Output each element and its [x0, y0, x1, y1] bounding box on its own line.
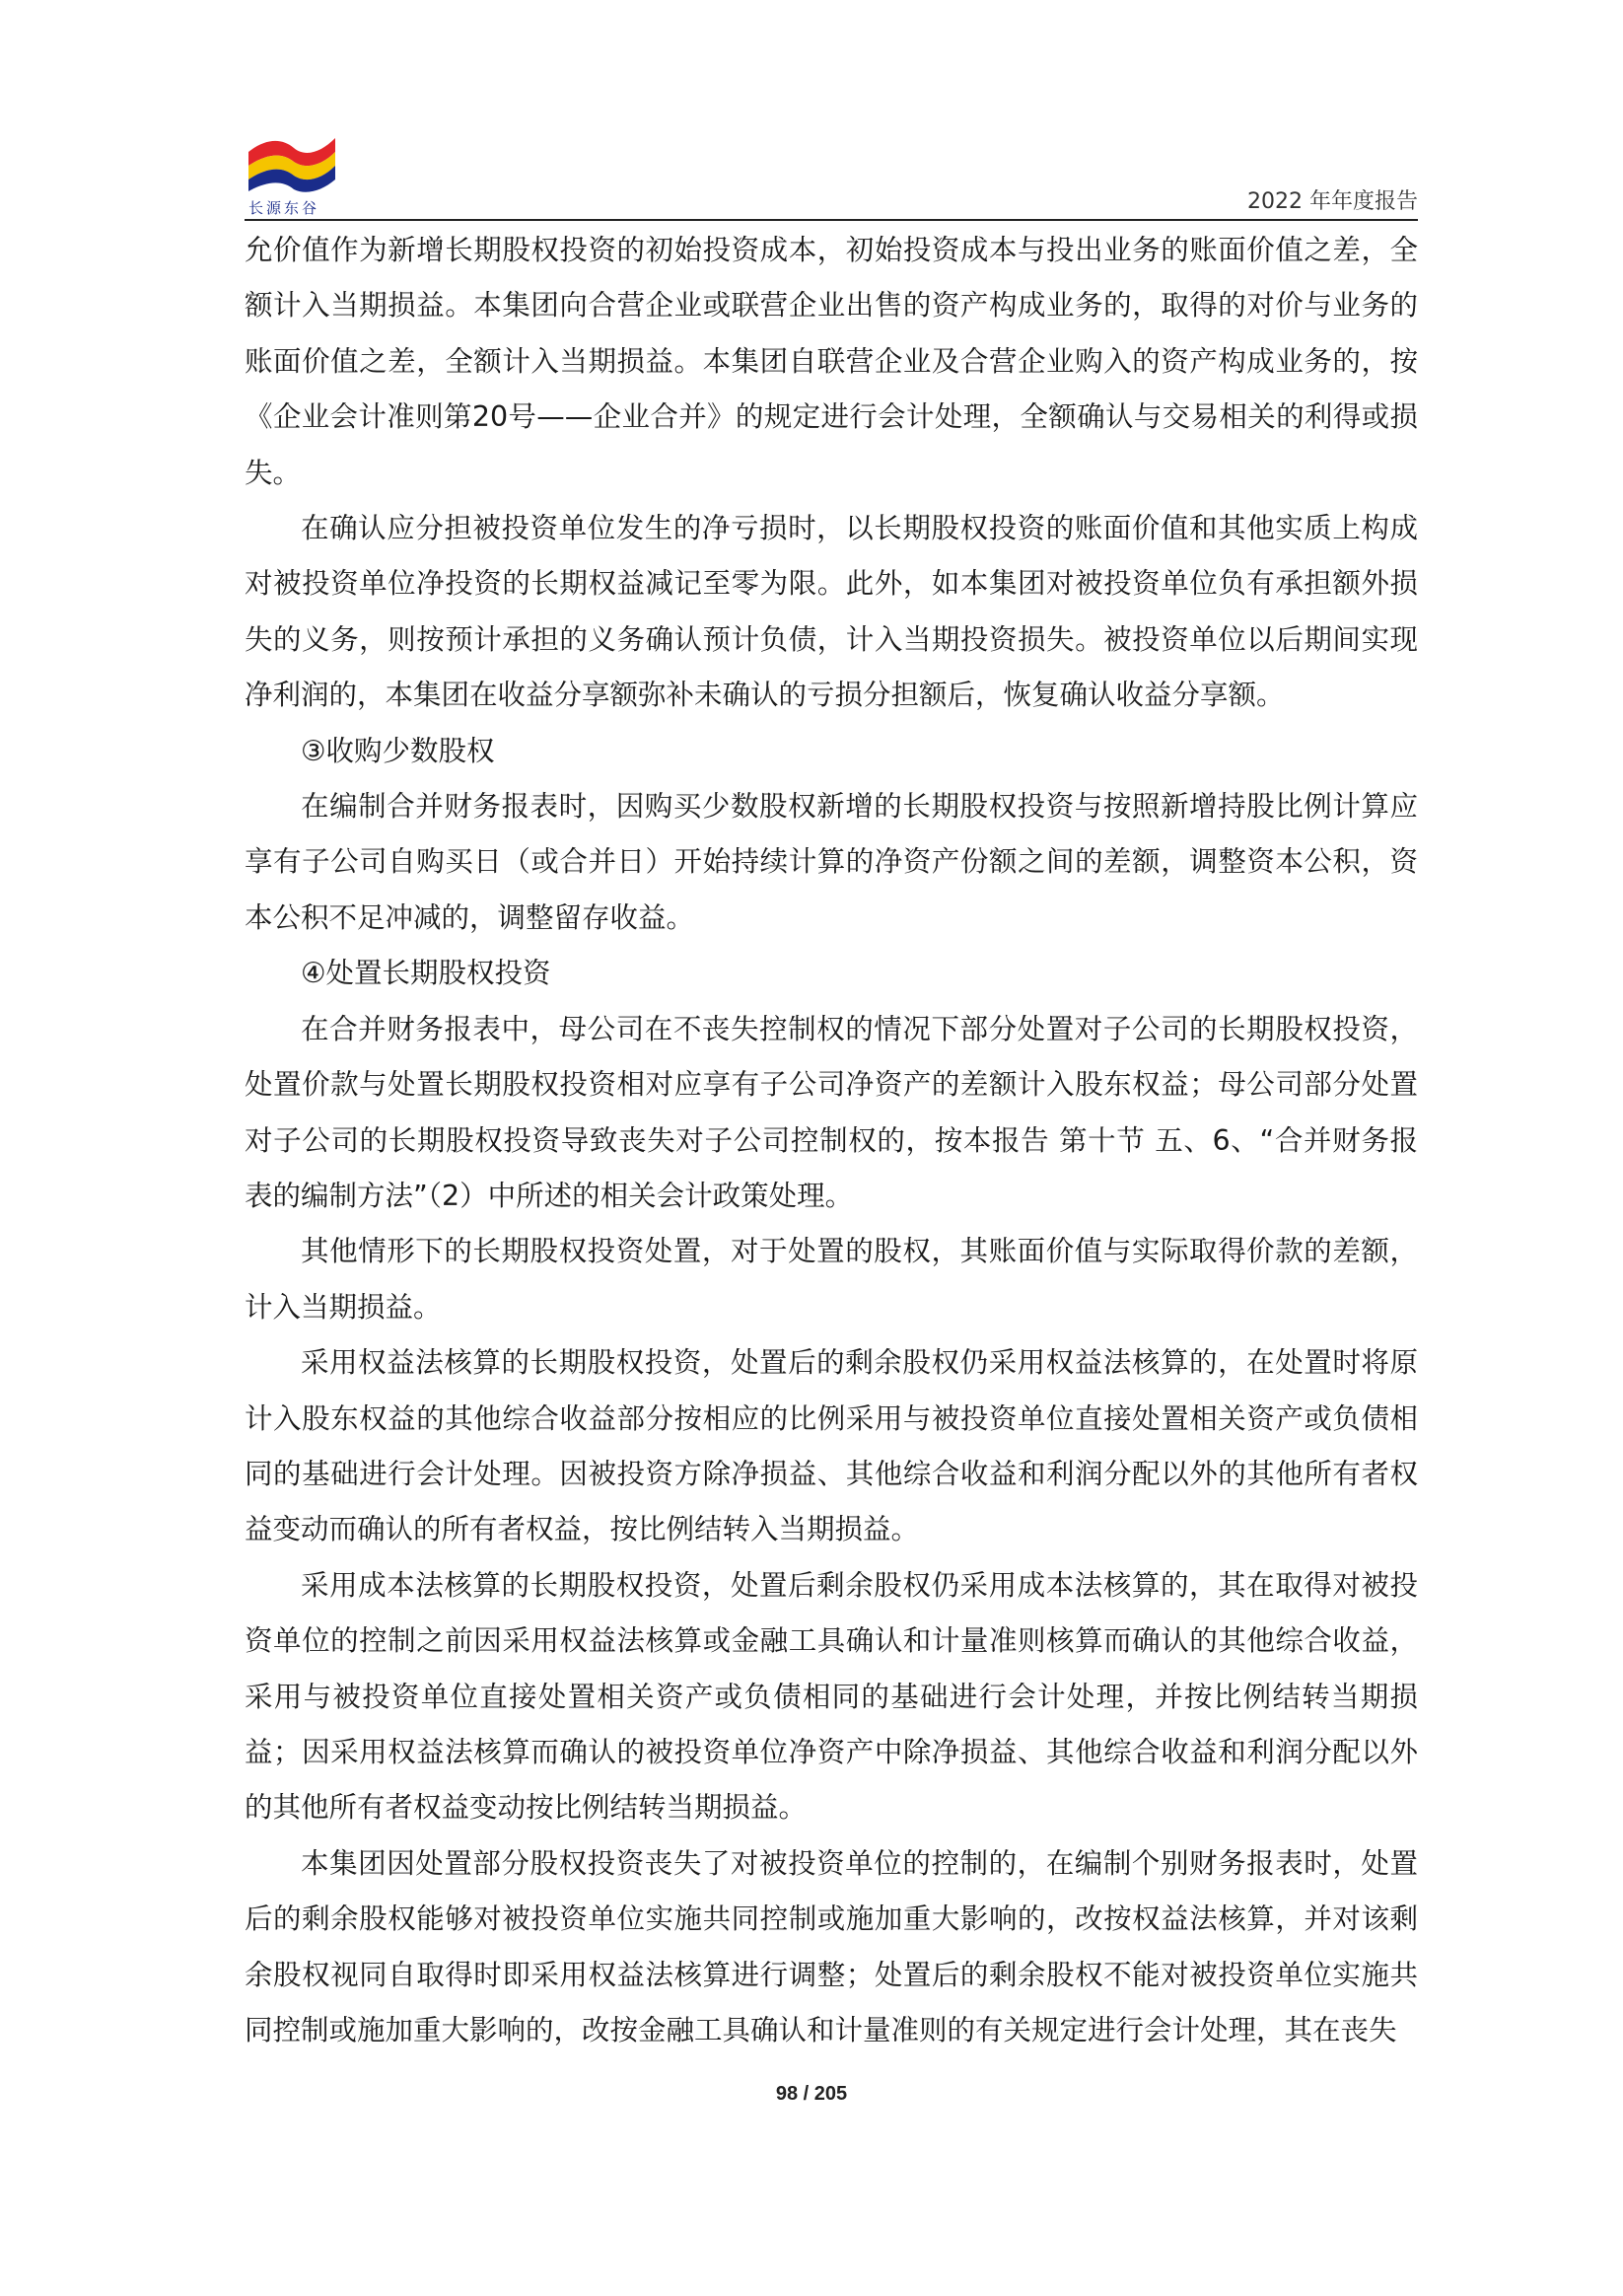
report-title: 2022 年年度报告	[1247, 189, 1418, 214]
paragraph: 在编制合并财务报表时，因购买少数股权新增的长期股权投资与按照新增持股比例计算应享有子公司自购买日（或合并日）开始持续计算的净资产份额之间的差额，调整资本公积，资本公积不足冲减的，调整留存收益。	[245, 790, 1418, 934]
paragraph: 在合并财务报表中，母公司在不丧失控制权的情况下部分处置对子公司的长期股权投资，处置价款与处置长期股权投资相对应享有子公司净资产的差额计入股东权益；母公司部分处置对子公司的长期股权投资导致丧失对子公司控制权的，按本报告 第十节 五、6、“合并财务报表的编制方法”（2）中所述的相关会计政策处理。	[245, 1012, 1418, 1212]
paragraph: 在确认应分担被投资单位发生的净亏损时，以长期股权投资的账面价值和其他实质上构成对被投资单位净投资的长期权益减记至零为限。此外，如本集团对被投资单位负有承担额外损失的义务，则按预计承担的义务确认预计负债，计入当期投资损失。被投资单位以后期间实现净利润的，本集团在收益分享额弥补未确认的亏损分担额后，恢复确认收益分享额。	[245, 512, 1418, 712]
section-heading: ③收购少数股权	[301, 734, 495, 767]
company-logo	[245, 130, 339, 215]
document-body	[245, 223, 1418, 2058]
section-heading: ④处置长期股权投资	[301, 957, 551, 990]
page-number: 98 / 205	[775, 2083, 848, 2105]
page-header	[245, 124, 1418, 221]
paragraph: 采用成本法核算的长期股权投资，处置后剩余股权仍采用成本法核算的，其在取得对被投资单位的控制之前因采用权益法核算或金融工具确认和计量准则核算而确认的其他综合收益，采用与被投资单位直接处置相关资产或负债相同的基础进行会计处理，并按比例结转当期损益；因采用权益法核算而确认的被投资单位净资产中除净损益、其他综合收益和利润分配以外的其他所有者权益变动按比例结转当期损益。	[245, 1568, 1418, 1825]
paragraph: 采用权益法核算的长期股权投资，处置后的剩余股权仍采用权益法核算的，在处置时将原计入股东权益的其他综合收益部分按相应的比例采用与被投资单位直接处置相关资产或负债相同的基础进行会计处理。因被投资方除净损益、其他综合收益和利润分配以外的其他所有者权益变动而确认的所有者权益，按比例结转入当期损益。	[245, 1346, 1418, 1546]
paragraph: 其他情形下的长期股权投资处置，对于处置的股权，其账面价值与实际取得价款的差额，计入当期损益。	[245, 1235, 1418, 1324]
logo-wave-icon	[245, 130, 339, 195]
logo-text: 长源东谷	[248, 199, 320, 217]
paragraph: 允价值作为新增长期股权投资的初始投资成本，初始投资成本与投出业务的账面价值之差，全额计入当期损益。本集团向合营企业或联营企业出售的资产构成业务的，取得的对价与业务的账面价值之差，全额计入当期损益。本集团自联营企业及合营企业购入的资产构成业务的，按《企业会计准则第20号——企业合并》的规定进行会计处理，全额确认与交易相关的利得或损失。	[245, 234, 1418, 489]
paragraph: 本集团因处置部分股权投资丧失了对被投资单位的控制的，在编制个别财务报表时，处置后的剩余股权能够对被投资单位实施共同控制或施加重大影响的，改按权益法核算，并对该剩余股权视同自取得时即采用权益法核算进行调整；处置后的剩余股权不能对被投资单位实施共同控制或施加重大影响的，改按金融工具确认和计量准则的有关规定进行会计处理，其在丧失	[245, 1846, 1418, 2046]
